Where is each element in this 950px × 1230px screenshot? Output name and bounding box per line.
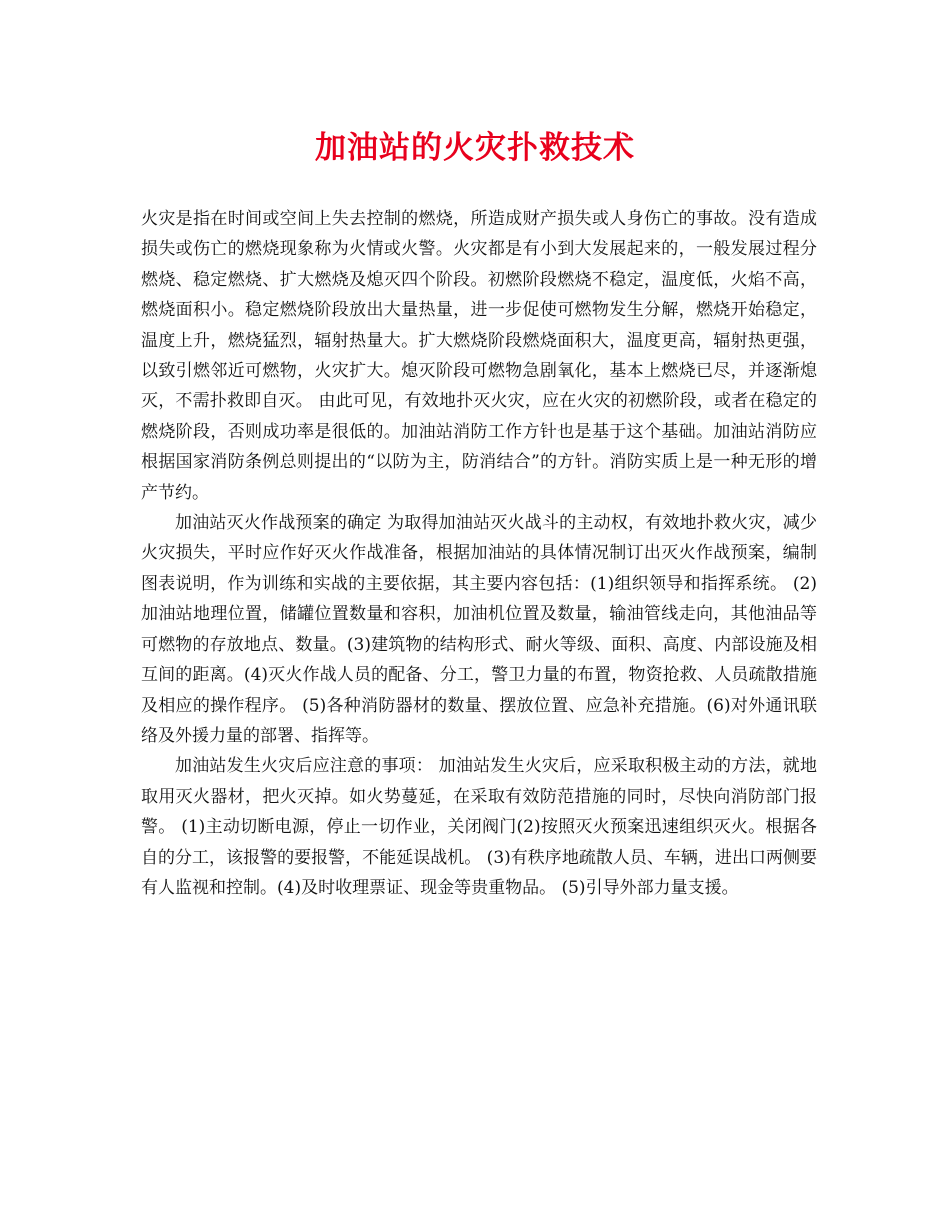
paragraph-intro: 火灾是指在时间或空间上失去控制的燃烧，所造成财产损失或人身伤亡的事故。没有造成损失或伤亡的燃烧现象称为火情或火警。火灾都是有小到大发展起来的，一般发展过程分燃烧、稳定燃烧、扩大燃烧及熄灭四个阶段。初燃阶段燃烧不稳定，温度低，火焰不高，燃烧面积小。稳定燃烧阶段放出大量热量，进一步促使可燃物发生分解，燃烧开始稳定，温度上升，燃烧猛烈，辐射热量大。扩大燃烧阶段燃烧面积大，温度更高，辐射热更强，以致引燃邻近可燃物，火灾扩大。熄灭阶段可燃物急剧氧化，基本上燃烧已尽，并逐渐熄灭，不需扑救即自灭。 由此可见，有效地扑灭火灾，应在火灾的初燃阶段，或者在稳定的燃烧阶段，否则成功率是很低的。加油站消防工作方针也是基于这个基础。加油站消防应根据国家消防条例总则提出的“以防为主，防消结合”的方针。消防实质上是一种无形的增产节约。 xyxy=(141,209,817,503)
document-title: 加油站的火灾扑救技术 xyxy=(315,130,635,166)
paragraph-fire-plan: 加油站灭火作战预案的确定 为取得加油站灭火战斗的主动权，有效地扑救火灾，减少火灾损失，平时应作好灭火作战准备，根据加油站的具体情况制订出灭火作战预案，编制图表说明，作为训练和实战的主要依据，其主要内容包括：(1)组织领导和指挥系统。 (2)加油站地理位置，储罐位置数量和容积，加油机位置及数量，输油管线走向，其他油品等可燃物的存放地点、数量。(3)建筑物的结构形式、耐火等级、面积、高度、内部设施及相互间的距离。(4)灭火作战人员的配备、分工，警卫力量的布置，物资抢救、人员疏散措施及相应的操作程序。 (5)各种消防器材的数量、摆放位置、应急补充措施。(6)对外通讯联络及外援力量的部署、指挥等。 xyxy=(141,513,817,746)
document-body xyxy=(141,204,817,903)
paragraph-fire-response: 加油站发生火灾后应注意的事项： 加油站发生火灾后，应采取积极主动的方法，就地取用灭火器材，把火灭掉。如火势蔓延，在采取有效防范措施的同时，尽快向消防部门报警。 (1)主动切断电源，停止一切作业，关闭阀门(2)按照灭火预案迅速组织灭火。根据各自的分工，该报警的要报警，不能延误战机。 (3)有秩序地疏散人员、车辆，进出口两侧要有人监视和控制。(4)及时收理票证、现金等贵重物品。 (5)引导外部力量支援。 xyxy=(141,756,817,898)
